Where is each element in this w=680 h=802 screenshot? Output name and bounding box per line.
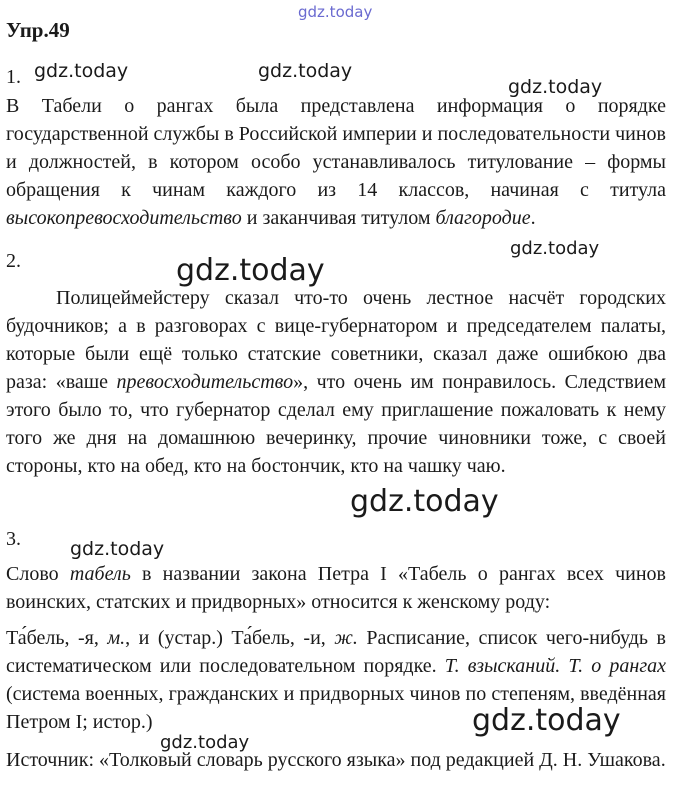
- section-1-text: [6, 92, 666, 232]
- section-3-source: Источник: «Толковый словарь русского языка» под редакцией Д. Н. Ушакова.: [6, 749, 666, 771]
- text-run: (система военных, гражданских и придворных чинов по степеням, введённая Петром I; истор.): [6, 683, 666, 733]
- italic-term: ж.: [334, 627, 358, 649]
- italic-term: м.: [107, 627, 126, 649]
- section-3-number: 3.: [6, 528, 21, 550]
- text-run: Полицеймейстеру сказал что-то очень лестное насчёт городских будочников; а в разговорах с вице-губернатором и председателем палаты, которые были ещё только статские советники, сказал даже ошибкою два раза: «ваше: [6, 287, 666, 393]
- text-run: в названии закона Петра I «Табель о рангах всех чинов воинских, статских и придворных» относится к женскому роду:: [6, 563, 666, 613]
- italic-term: превосходительство: [116, 371, 294, 393]
- italic-term: высокопревосходительство: [6, 207, 242, 229]
- watermark: gdz.today: [160, 732, 250, 753]
- watermark: gdz.today: [70, 538, 165, 560]
- watermark: gdz.today: [258, 60, 353, 82]
- text-run: .: [530, 207, 536, 229]
- text-run: Слово: [6, 563, 70, 585]
- section-2-number: 2.: [6, 250, 21, 272]
- section-2-text: [6, 284, 666, 480]
- watermark: gdz.today: [508, 76, 603, 98]
- text-run: Та́бель, -я,: [6, 627, 108, 649]
- italic-term: благородие: [435, 207, 531, 229]
- exercise-title: Упр.49: [6, 18, 70, 42]
- watermark: gdz.today: [472, 703, 621, 738]
- text-run: В Табели о рангах была представлена информация о порядке государственной службы в Российской империи и последовательности чинов и должностей, в котором особо устанавливалось титулование – формы обращения к чинам каждого из 14 классов, начиная с титула: [6, 95, 666, 201]
- watermark: gdz.today: [510, 238, 600, 259]
- text-run: », что очень им понравилось. Следствием этого было то, что губернатор сделал ему приглашение пожаловать к нему того же дня на домашнюю вечеринку, прочие чиновники тоже, с своей стороны, кто на обед, кто на бостончик, кто на чашку чаю.: [6, 371, 667, 477]
- watermark-top: gdz.today: [298, 3, 373, 21]
- text-run: , и (устар.) Та́бель, -и,: [125, 627, 335, 649]
- italic-term: табель: [69, 563, 131, 585]
- text-run: Расписание, список чего-нибудь в систематическом или последовательном порядке.: [6, 627, 666, 677]
- watermark: gdz.today: [176, 253, 325, 288]
- watermark: gdz.today: [350, 484, 499, 519]
- italic-term: Т. взысканий. Т. о рангах: [444, 655, 667, 677]
- section-3-intro: [6, 560, 666, 616]
- section-1-number: 1.: [6, 66, 21, 88]
- text-run: и заканчивая титулом: [241, 207, 436, 229]
- watermark: gdz.today: [34, 60, 129, 82]
